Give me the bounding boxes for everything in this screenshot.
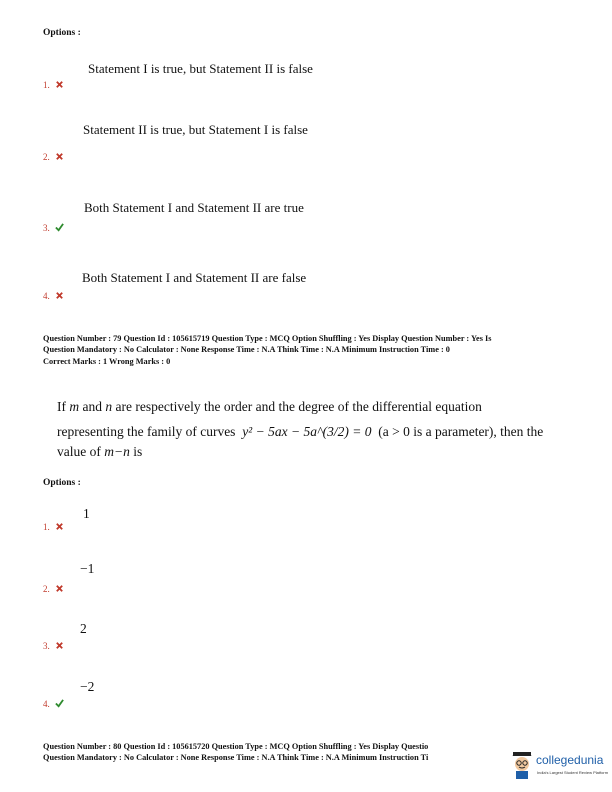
question-79-info: Question Number : 79 Question Id : 105615719 Question Type : MCQ Option Shuffling : Yes Display Question Number : Yes Is Question Mandatory : No Calculator : None Response Time : N.A Think Time : N.A Minimum Instruction Time : 0 Correct Marks : 1 Wrong Marks : 0: [43, 334, 492, 366]
question-line-1: If m and n are respectively the order and the degree of the differential equation: [57, 399, 482, 414]
q79-option-1-answer: 1: [83, 506, 90, 521]
brand-tagline: India's Largest Student Review Platform: [537, 770, 609, 775]
check-icon: [55, 223, 64, 232]
q79-option-1-number: 1.: [43, 522, 64, 532]
option-1-number: 1.: [43, 80, 64, 90]
question-79-text: [57, 397, 544, 462]
options-label-q79: Options :: [43, 478, 81, 488]
question-80-info: Question Number : 80 Question Id : 105615720 Question Type : MCQ Option Shuffling : Yes Display Questio Question Mandatory : No Calculator : None Response Time : N.A Think Time : N.A Minimum Instruction Ti: [43, 742, 429, 763]
option-2-text: Statement II is true, but Statement I is false: [83, 122, 308, 137]
q79-option-3-number: 3.: [43, 641, 64, 651]
collegedunia-logo: [510, 750, 609, 784]
options-label: Options :: [43, 28, 81, 38]
cross-icon: [55, 641, 64, 650]
q79-option-2-answer: −1: [80, 561, 95, 576]
q79-option-4-answer: −2: [80, 679, 95, 694]
q79-option-3-answer: 2: [80, 621, 87, 636]
mascot-icon: [510, 750, 534, 780]
question-line-3: value of m−n is: [57, 444, 143, 459]
brand-name: collegedunia: [536, 753, 604, 767]
option-4-text: Both Statement I and Statement II are false: [82, 270, 307, 285]
q79-option-2-number: 2.: [43, 584, 64, 594]
question-line-2: representing the family of curves y² − 5ax − 5a^(3/2) = 0 (a > 0 is a parameter), then the: [57, 424, 544, 439]
cross-icon: [55, 80, 64, 89]
q79-option-4-number: 4.: [43, 699, 64, 709]
cross-icon: [55, 152, 64, 161]
option-3-text: Both Statement I and Statement II are true: [84, 200, 304, 215]
equation: y² − 5ax − 5a^(3/2) = 0: [242, 424, 372, 439]
option-3-number: 3.: [43, 223, 64, 233]
cross-icon: [55, 584, 64, 593]
cross-icon: [55, 522, 64, 531]
option-2-number: 2.: [43, 152, 64, 162]
option-4-number: 4.: [43, 291, 64, 301]
cross-icon: [55, 291, 64, 300]
option-1-text: Statement I is true, but Statement II is false: [88, 61, 313, 76]
check-icon: [55, 699, 64, 708]
